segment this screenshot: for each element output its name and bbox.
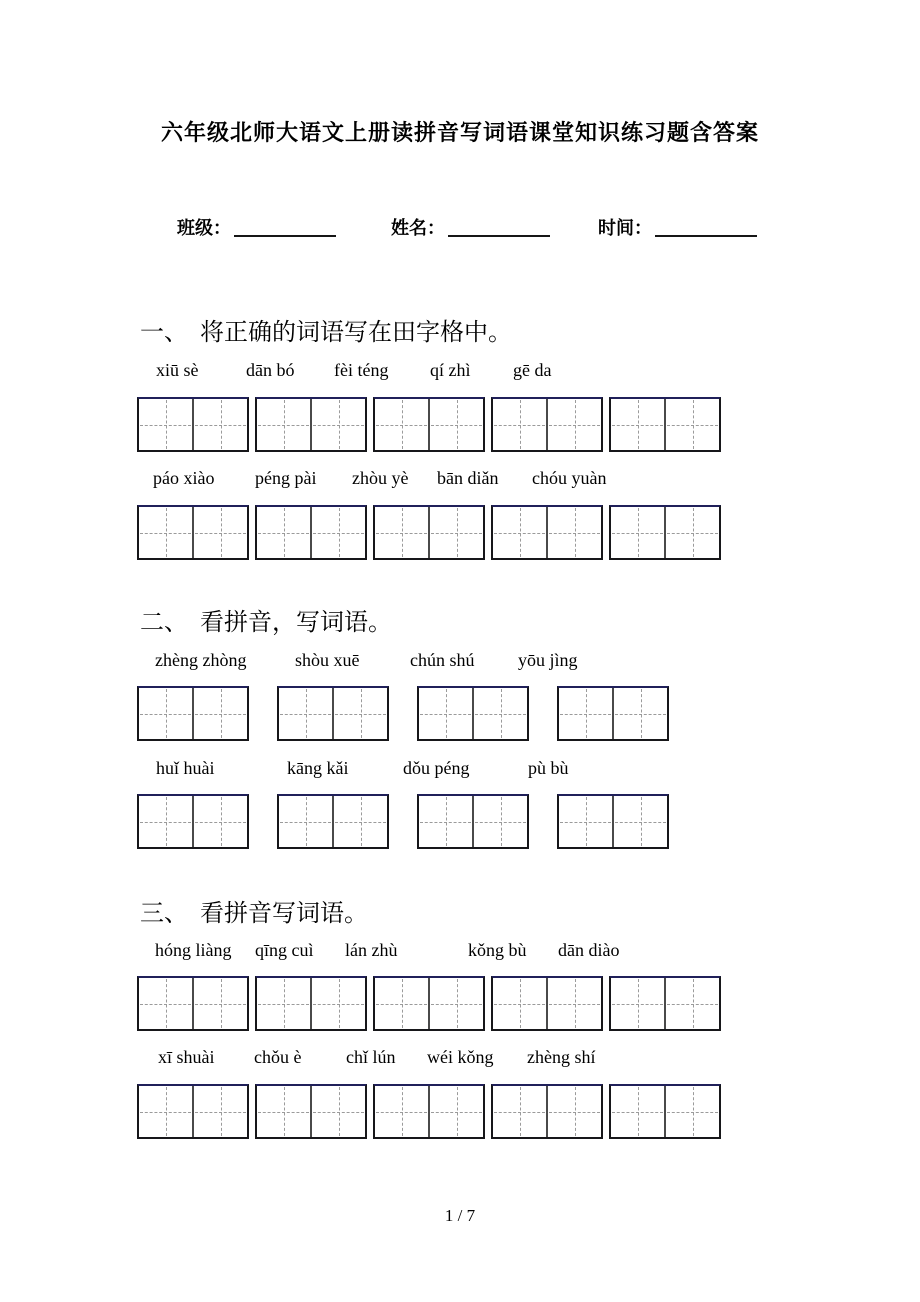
tianzige-cell xyxy=(257,978,310,1029)
tianzige-cell xyxy=(332,688,387,739)
class-blank-line xyxy=(234,219,336,237)
tianzige-box xyxy=(609,1084,721,1139)
tianzige-cell xyxy=(192,796,247,847)
tianzige-box xyxy=(609,976,721,1031)
tianzige-cell xyxy=(546,978,601,1029)
tianzige-cell xyxy=(139,399,192,450)
pinyin-word: qīng cuì xyxy=(255,940,314,960)
tianzige-cell xyxy=(257,507,310,558)
tianzige-box xyxy=(491,1084,603,1139)
time-field xyxy=(598,214,757,240)
tianzige-box xyxy=(137,976,249,1031)
name-blank-line xyxy=(448,219,550,237)
pinyin-word: gē da xyxy=(513,360,552,380)
tianzige-cell xyxy=(192,507,247,558)
tianzige-cell xyxy=(279,796,332,847)
tianzige-cell xyxy=(546,1086,601,1137)
tianzige-cell xyxy=(257,399,310,450)
name-field-label: 姓名： xyxy=(391,218,445,238)
tianzige-cell xyxy=(611,507,664,558)
pinyin-word: pù bù xyxy=(528,758,569,778)
tianzige-box xyxy=(137,794,249,849)
tianzige-cell xyxy=(428,399,483,450)
tianzige-box xyxy=(255,1084,367,1139)
tianzige-cell xyxy=(428,978,483,1029)
pinyin-word: xī shuài xyxy=(158,1047,215,1067)
pinyin-word: zhòu yè xyxy=(352,468,409,488)
tianzige-cell xyxy=(375,1086,428,1137)
pinyin-word: zhèng shí xyxy=(527,1047,596,1067)
tianzige-cell xyxy=(139,507,192,558)
tianzige-box xyxy=(491,976,603,1031)
section-1-heading: 一、 将正确的词语写在田字格中。 xyxy=(140,320,512,346)
pinyin-word: chún shú xyxy=(410,650,475,670)
tianzige-box xyxy=(609,505,721,560)
tianzige-box xyxy=(609,397,721,452)
tianzige-cell xyxy=(139,796,192,847)
tianzige-cell xyxy=(611,1086,664,1137)
tianzige-cell xyxy=(139,978,192,1029)
tianzige-cell xyxy=(546,399,601,450)
pinyin-word: lán zhù xyxy=(345,940,398,960)
pinyin-word: péng pài xyxy=(255,468,317,488)
tianzige-box xyxy=(373,505,485,560)
tianzige-box xyxy=(137,1084,249,1139)
pinyin-word: bān diǎn xyxy=(437,468,499,488)
tianzige-cell xyxy=(428,1086,483,1137)
tianzige-cell xyxy=(493,1086,546,1137)
tianzige-cell xyxy=(546,507,601,558)
pinyin-word: dān bó xyxy=(246,360,295,380)
tianzige-cell xyxy=(664,507,719,558)
tianzige-box xyxy=(417,794,529,849)
tianzige-cell xyxy=(428,507,483,558)
pinyin-word: chóu yuàn xyxy=(532,468,607,488)
tianzige-cell xyxy=(310,507,365,558)
pinyin-word: xiū sè xyxy=(156,360,199,380)
page-number: 1 / 7 xyxy=(444,1206,476,1225)
page-title: 六年级北师大语文上册读拼音写词语课堂知识练习题含答案 xyxy=(160,120,759,145)
tianzige-box xyxy=(417,686,529,741)
pinyin-word: wéi kǒng xyxy=(427,1047,494,1067)
pinyin-word: yōu jìng xyxy=(518,650,578,670)
tianzige-box xyxy=(137,397,249,452)
section-3-heading: 三、 看拼音写词语。 xyxy=(140,901,368,927)
pinyin-word: páo xiào xyxy=(153,468,215,488)
tianzige-box xyxy=(557,794,669,849)
pinyin-word: chǐ lún xyxy=(346,1047,396,1067)
tianzige-cell xyxy=(332,796,387,847)
tianzige-box xyxy=(491,397,603,452)
pinyin-word: huǐ huài xyxy=(156,758,215,778)
tianzige-box xyxy=(255,976,367,1031)
class-field xyxy=(177,214,336,240)
tianzige-cell xyxy=(192,978,247,1029)
tianzige-cell xyxy=(612,796,667,847)
tianzige-cell xyxy=(310,399,365,450)
tianzige-cell xyxy=(612,688,667,739)
pinyin-word: hóng liàng xyxy=(155,940,232,960)
tianzige-box xyxy=(255,397,367,452)
tianzige-box xyxy=(137,686,249,741)
pinyin-word: kǒng bù xyxy=(468,940,527,960)
time-blank-line xyxy=(655,219,757,237)
tianzige-box xyxy=(137,505,249,560)
pinyin-word: chǒu è xyxy=(254,1047,302,1067)
tianzige-cell xyxy=(664,399,719,450)
tianzige-cell xyxy=(375,507,428,558)
pinyin-word: dǒu péng xyxy=(403,758,470,778)
tianzige-cell xyxy=(493,978,546,1029)
tianzige-cell xyxy=(279,688,332,739)
tianzige-cell xyxy=(139,688,192,739)
tianzige-cell xyxy=(419,688,472,739)
tianzige-box xyxy=(373,397,485,452)
tianzige-cell xyxy=(611,978,664,1029)
time-field-label: 时间： xyxy=(598,218,652,238)
tianzige-box xyxy=(557,686,669,741)
tianzige-cell xyxy=(419,796,472,847)
pinyin-word: shòu xuē xyxy=(295,650,360,670)
tianzige-cell xyxy=(257,1086,310,1137)
tianzige-cell xyxy=(192,688,247,739)
tianzige-cell xyxy=(493,507,546,558)
pinyin-word: dān diào xyxy=(558,940,620,960)
tianzige-cell xyxy=(192,1086,247,1137)
tianzige-box xyxy=(373,976,485,1031)
pinyin-word: zhèng zhòng xyxy=(155,650,247,670)
tianzige-cell xyxy=(472,796,527,847)
tianzige-cell xyxy=(139,1086,192,1137)
tianzige-cell xyxy=(375,978,428,1029)
tianzige-cell xyxy=(664,1086,719,1137)
tianzige-cell xyxy=(664,978,719,1029)
pinyin-word: fèi téng xyxy=(334,360,389,380)
tianzige-box xyxy=(255,505,367,560)
name-field xyxy=(391,214,550,240)
tianzige-cell xyxy=(375,399,428,450)
tianzige-cell xyxy=(559,688,612,739)
tianzige-cell xyxy=(192,399,247,450)
tianzige-box xyxy=(277,686,389,741)
pinyin-word: kāng kǎi xyxy=(287,758,349,778)
section-2-heading: 二、 看拼音，写词语。 xyxy=(140,610,392,636)
tianzige-cell xyxy=(611,399,664,450)
tianzige-box xyxy=(277,794,389,849)
tianzige-cell xyxy=(472,688,527,739)
tianzige-cell xyxy=(559,796,612,847)
pinyin-word: qí zhì xyxy=(430,360,471,380)
tianzige-cell xyxy=(493,399,546,450)
class-field-label: 班级： xyxy=(177,218,231,238)
tianzige-box xyxy=(491,505,603,560)
tianzige-cell xyxy=(310,978,365,1029)
tianzige-box xyxy=(373,1084,485,1139)
tianzige-cell xyxy=(310,1086,365,1137)
